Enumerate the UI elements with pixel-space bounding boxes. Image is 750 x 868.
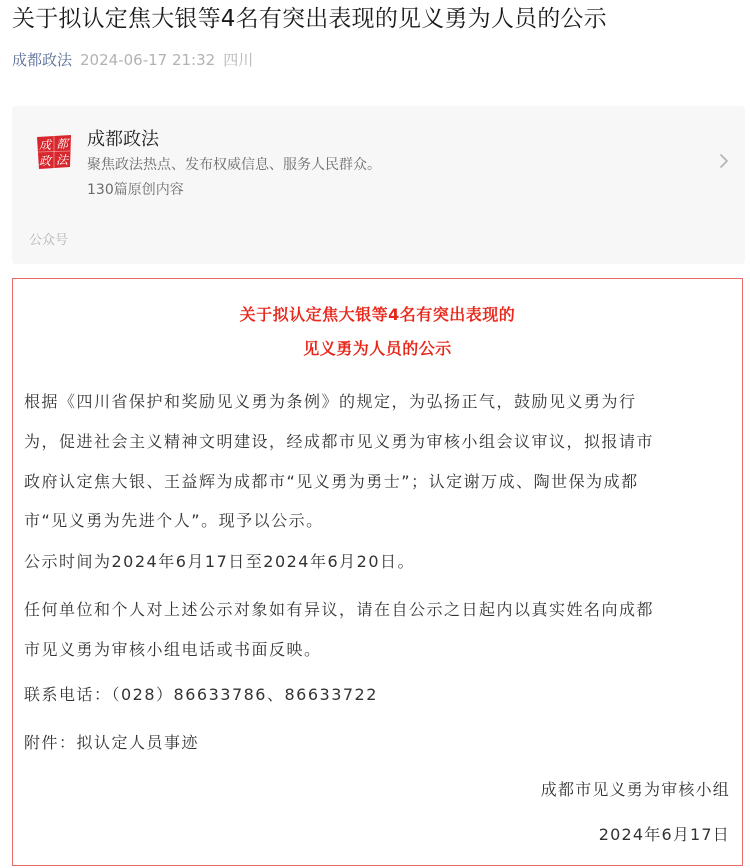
account-type-label: 公众号 (29, 233, 69, 248)
account-name: 成都政法 (87, 129, 159, 150)
paragraph1-line1: 根据《四川省保护和奖励见义勇为条例》的规定，为弘扬正气，鼓励见义勇为行 (24, 392, 637, 411)
publish-region: 四川 (223, 51, 254, 69)
account-card[interactable] (12, 106, 745, 264)
paragraph1-line2: 为，促进社会主义精神文明建设，经成都市见义勇为审核小组会议审议，拟报请市 (24, 432, 655, 451)
article-title: 关于拟认定焦大银等4名有突出表现的见义勇为人员的公示 (12, 6, 607, 32)
attachment-line: 附件：拟认定人员事迹 (24, 733, 200, 752)
paragraph1-line4: 市“见义勇为先进个人”。现予以公示。 (24, 511, 324, 530)
paragraph3-line2: 市见义勇为审核小组电话或书面反映。 (24, 640, 322, 659)
paragraph3-line1: 任何单位和个人对上述公示对象如有异议，请在自公示之日起内以真实姓名向成都 (24, 600, 655, 619)
svg-text:政: 政 (38, 154, 52, 168)
publicity-period: 公示时间为2024年6月17日至2024年6月20日。 (24, 552, 416, 571)
paragraph1-line3: 政府认定焦大银、王益辉为成都市“见义勇为勇士”；认定谢万成、陶世保为成都 (24, 472, 639, 491)
article-meta (12, 48, 253, 72)
chevron-right-icon[interactable] (717, 152, 731, 170)
original-content-count: 130篇原创内容 (87, 182, 184, 198)
svg-text:都: 都 (55, 137, 69, 151)
author-link[interactable]: 成都政法 (12, 51, 73, 69)
svg-text:成: 成 (38, 138, 52, 152)
chengdu-zhengfa-seal-logo (34, 132, 74, 172)
contact-phone: 联系电话：（028）86633786、86633722 (24, 685, 378, 704)
account-description: 聚焦政法热点、发布权威信息、服务人民群众。 (87, 157, 381, 173)
svg-text:法: 法 (55, 153, 69, 167)
notice-heading-line2: 见义勇为人员的公示 (303, 339, 452, 358)
notice-box (12, 278, 743, 866)
notice-heading-line1: 关于拟认定焦大银等4名有突出表现的 (239, 305, 516, 324)
signature-org: 成都市见义勇为审核小组 (540, 780, 730, 799)
publish-date: 2024-06-17 21:32 (80, 51, 216, 69)
signature-date: 2024年6月17日 (598, 825, 730, 844)
